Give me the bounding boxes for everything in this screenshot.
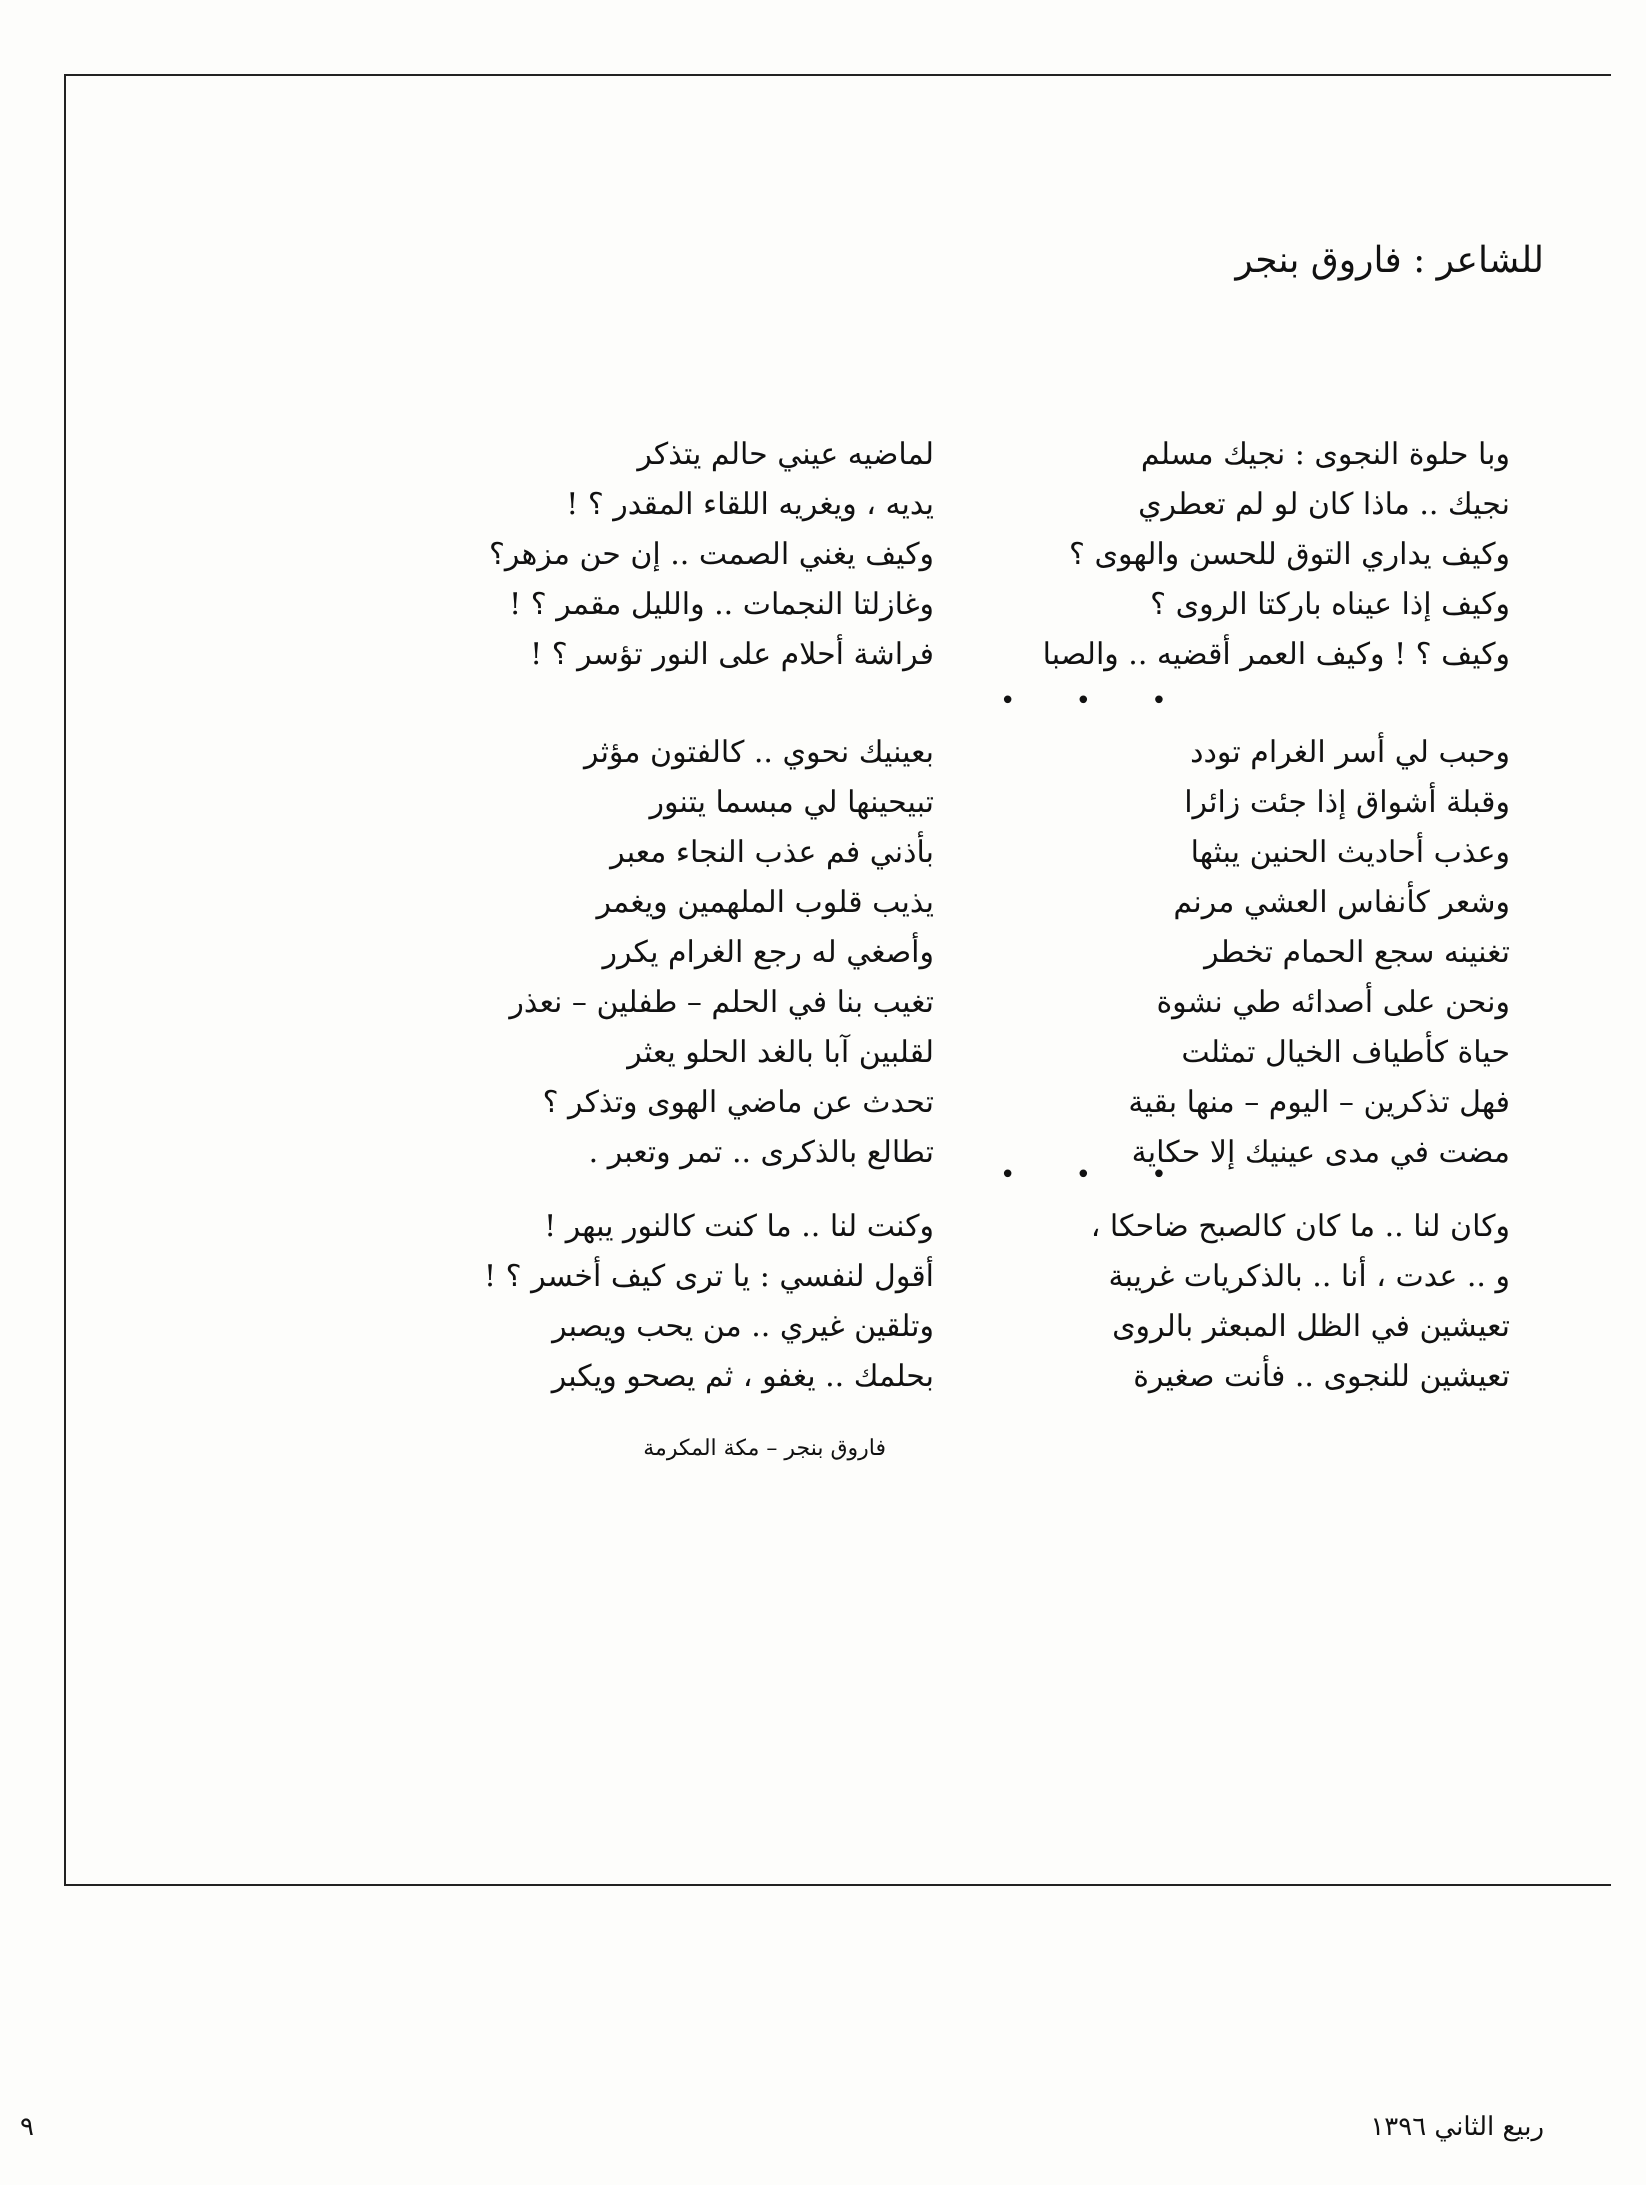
verse-line: لقلبين آبا بالغد الحلو يعثر: [627, 1035, 934, 1070]
verse-line: فهل تذكرين – اليوم – منها بقية: [1128, 1085, 1510, 1120]
verse-line: وكنت لنا .. ما كنت كالنور يبهر !: [544, 1209, 934, 1244]
verse-line: يديه ، ويغريه اللقاء المقدر ؟ !: [566, 487, 934, 522]
verse-line: ونحن على أصدائه طي نشوة: [1156, 985, 1510, 1020]
verse-line: تغنينه سجع الحمام تخطر: [1204, 935, 1510, 970]
verse-line: وكيف يغني الصمت .. إن حن مزهر؟: [488, 537, 934, 572]
left-stanza-3: [434, 1202, 934, 1402]
frame-bottom-rule: [64, 1884, 1611, 1886]
verse-line: نجيك .. ماذا كان لو لم تعطري: [1138, 487, 1510, 522]
verse-line: وكيف إذا عيناه باركتا الروى ؟: [1150, 587, 1510, 622]
verse-line: تحدث عن ماضي الهوى وتذكر ؟: [542, 1085, 934, 1120]
right-stanza-1: [1010, 430, 1510, 680]
frame-top-rule: [64, 74, 1611, 76]
verse-line: وشعر كأنفاس العشي مرنم: [1173, 885, 1510, 920]
right-stanza-2: [1010, 728, 1510, 1178]
right-stanza-3: [1010, 1202, 1510, 1402]
frame-left-rule: [64, 74, 66, 1884]
verse-line: بأذني فم عذب النجاء معبر: [610, 835, 934, 870]
stanza-separator: • • •: [1000, 1160, 1193, 1190]
verse-line: وكان لنا .. ما كان كالصبح ضاحكا ،: [1090, 1209, 1510, 1244]
verse-line: وقبلة أشواق إذا جئت زائرا: [1184, 785, 1510, 820]
verse-line: أقول لنفسي : يا ترى كيف أخسر ؟ !: [484, 1259, 934, 1294]
verse-line: بعينيك نحوي .. كالفتون مؤثر: [584, 735, 934, 770]
verse-line: وعذب أحاديث الحنين يبثها: [1190, 835, 1510, 870]
verse-line: فراشة أحلام على النور تؤسر ؟ !: [530, 637, 934, 672]
left-stanza-2: [434, 728, 934, 1178]
verse-line: يذيب قلوب الملهمين ويغمر: [596, 885, 934, 920]
verse-line: لماضيه عيني حالم يتذكر: [637, 437, 934, 472]
signature-line: فاروق بنجر – مكة المكرمة: [643, 1436, 886, 1461]
poet-byline: للشاعر : فاروق بنجر: [1235, 240, 1544, 281]
verse-line: تعيشين في الظل المبعثر بالروى: [1112, 1309, 1510, 1344]
verse-line: تغيب بنا في الحلم – طفلين – نعذر: [509, 985, 934, 1020]
verse-line: وأصغي له رجع الغرام يكرر: [602, 935, 934, 970]
verse-line: وحبب لي أسر الغرام تودد: [1190, 735, 1510, 770]
verse-line: بحلمك .. يغفو ، ثم يصحو ويكبر: [551, 1359, 934, 1394]
verse-line: مضت في مدى عينيك إلا حكاية: [1131, 1135, 1510, 1170]
verse-line: وكيف ؟ ! وكيف العمر أقضيه .. والصبا: [1042, 637, 1510, 672]
verse-line: وتلقين غيري .. من يحب ويصبر: [552, 1309, 934, 1344]
stanza-separator: • • •: [1000, 686, 1193, 716]
verse-line: حياة كأطياف الخيال تمثلت: [1181, 1035, 1510, 1070]
page-number: ٩: [20, 2112, 34, 2142]
verse-line: وبا حلوة النجوى : نجيك مسلم: [1140, 437, 1510, 472]
verse-line: وكيف يداري التوق للحسن والهوى ؟: [1069, 537, 1510, 572]
footer-date: ربيع الثاني ١٣٩٦: [1370, 2112, 1544, 2142]
verse-line: تعيشين للنجوى .. فأنت صغيرة: [1133, 1359, 1510, 1394]
left-stanza-1: [434, 430, 934, 680]
verse-line: وغازلتا النجمات .. والليل مقمر ؟ !: [509, 587, 934, 622]
verse-line: تبيحينها لي مبسما يتنور: [649, 785, 934, 820]
verse-line: و .. عدت ، أنا .. بالذكريات غريبة: [1108, 1259, 1510, 1294]
verse-line: تطالع بالذكرى .. تمر وتعبر .: [588, 1135, 934, 1170]
